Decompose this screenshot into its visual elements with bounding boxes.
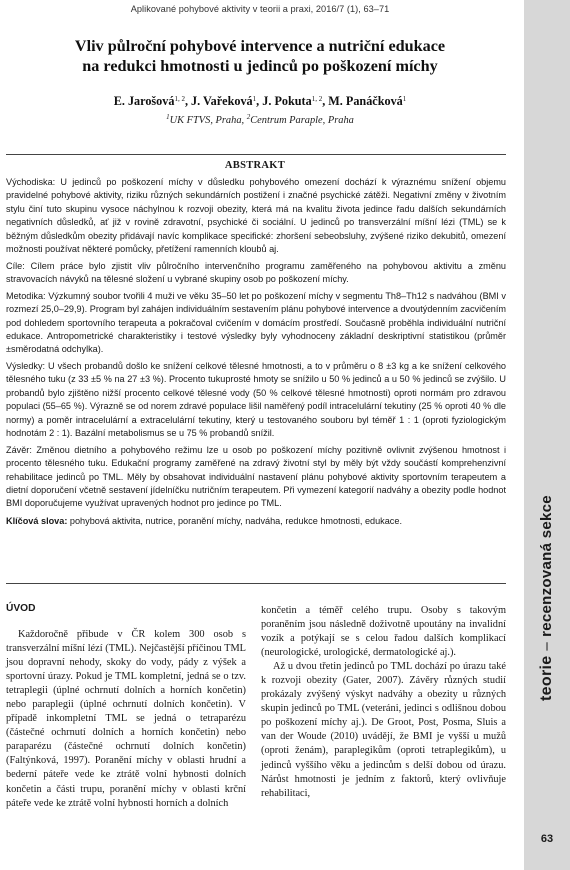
page-number: 63 <box>540 833 554 845</box>
abstract-body <box>6 176 506 531</box>
body-column-right <box>261 604 506 801</box>
section-sidebar <box>524 0 570 870</box>
author-affil-sup: 1, 2 <box>174 95 185 103</box>
affiliation-1: UK FTVS, Praha, <box>169 115 247 126</box>
abstract-vychodiska: Východiska: U jedinců po poškození míchy v důsledku pohybového omezení dochází k výraznému snížení objemu pravidelné pohybové aktivity, riziku různých sekundárních postižení i značné psychické zátěži. Negativní změny v životním stylu činí tuto skupinu vysoce náchylnou k rozvoji obezity, která má na kvalitu života jedince řadu dalších sekundárních negativních důsledků, ať již v rovině zdravotní, psychické či sociální. U jedinců po transverzální míšní lézi (TML) se k běžným důsledkům obezity přidávají navíc komplikace specifické: zhoršení sebeobsluhy, zvýšené riziko dekubitů, omezení možnosti používat některé pomůcky, přetížení ramenních kloubů aj. <box>6 177 506 255</box>
section-label-dash: – <box>538 641 555 651</box>
journal-header: Aplikované pohybové aktivity v teorii a praxi, 2016/7 (1), 63–71 <box>130 4 390 14</box>
author-name: M. Panáčková <box>328 94 403 108</box>
article-title <box>10 36 510 76</box>
author-affil-sup: 1 <box>252 95 257 103</box>
title-line-1: Vliv půlroční pohybové intervence a nutriční edukace <box>74 37 446 55</box>
section-label <box>538 495 556 701</box>
abstract-vysledky: Výsledky: U všech probandů došlo ke snížení celkové tělesné hmotnosti, a to v průměru o 8 ±3 kg a ke snížení celkového tělesného tuku (z 33 ±5 % na 27 ±3 %). Procento tukuprosté hmoty se snížilo u 50 % jedinců a u 50 % jedinců se zvýšilo. U probandů bylo zjištěno nižší procento celkové tělesné vody (50 % celkové tělesné hmotnosti) oproti normám pro zdravou populaci (55–65 %). Výrazně se od norem zdravé populace lišil naměřený podíl intracelulární tekutiny (25 % oproti 40 % dle normy) a poměr intracelulární a extracelulární tekutiny, který u testovaného souboru byl téměř 1 : 1 (oproti fyziologickým hodnotám 2 : 1). Bazální metabolismus se u 75 % probandů snížil. <box>6 360 506 439</box>
author-list: E. Jarošová$^{1, 2}$, J. Vařeková$^1$, J. Pokuta$^{1, 2}$, M. Panáčková$^1$ <box>113 94 407 108</box>
author-affil-sup: 1, 2 <box>311 95 323 103</box>
title-line-2: na redukci hmotnosti u jedinců po poškození míchy <box>82 57 438 75</box>
affil-sup: 2 <box>246 113 251 121</box>
author-name: J. Pokuta <box>262 94 312 108</box>
keywords <box>6 515 506 528</box>
affiliation-2: Centrum Paraple, Praha <box>250 115 354 126</box>
keywords-text: pohybová aktivita, nutrice, poranění míchy, nadváha, redukce hmotnosti, edukace. <box>67 515 402 526</box>
divider-top <box>6 154 506 155</box>
section-label-part2: recenzovaná sekce <box>538 495 555 637</box>
paragraph: Každoročně přibude v ČR kolem 300 osob s transverzální míšní lézí (TML). Nejčastější příčinou TML jsou dopravní nehody, skoky do vody, pády z výšek a sportovní úrazy. Pokud je TML kompletní, jedná se o tzv. tetraplegii (úplné ochrnutí dolních a horních končetin) nebo paraplegii (úplné ochrnutí dolních končetin). V případě inkompletní TML se jedná o tetraparézu (částečné ochrnutí dolních a horních končetin) nebo paraparézu (částečné ochrnutí dolních končetin) (Faltýnková, 1997). Poranění míchy v oblasti hrudní a bederní páteře vede ke ztrátě volní hybnosti dolních končetin a části trupu, poranění míchy v oblasti krční páteře vede ke ztrátě volní hybnosti horních a dolních <box>6 629 246 809</box>
paragraph: končetin a téměř celého trupu. Osoby s takovým poraněním jsou následně doživotně upoutány na invalidní vozík a potýkají se s celou řadou dalších komplikací (neurologické, urologické, dermatologické aj.). <box>261 605 506 659</box>
affiliations <box>10 113 510 126</box>
divider-bottom <box>6 583 506 584</box>
section-heading: ÚVOD <box>6 603 36 614</box>
abstract-zaver: Závěr: Změnou dietního a pohybového režimu lze u osob po poškození míchy pozitivně ovlivnit zvýšenou hmotnost i procento tělesného tuku. Edukační programy zaměřené na zdravý životní styl by měly být vždy součástí komprehenzivní rehabilitace jedinců po TML. Měly by obsahovat individuální nastavení plánu pohybové aktivity sportovním terapeutem a dietní doporučení včetně sestavení jídelníčku nutričním terapeutem. Při vymezení kategorií nadváhy a obezity podle hodnot BMI doporučujeme využívat upravených hodnot pro jedince po TML. <box>6 444 506 509</box>
keywords-label: Klíčová slova: <box>6 515 68 526</box>
section-label-part1: teorie <box>538 655 555 701</box>
abstract-heading: ABSTRAKT <box>224 160 286 171</box>
body-column-left <box>6 628 246 811</box>
paragraph: Až u dvou třetin jedinců po TML dochází po úrazu také k rozvoji obezity (Gater, 2007). Závěry různých studií prokázaly zvýšený výskyt nadváhy a obezity u různých skupin jedinců po TML (veteráni, jedinci s odlišnou dobou po poškození míchy aj.). De Groot, Post, Posma, Sluis a van der Woude (2010) uvádějí, že BMI je vyšší u mužů (oproti ženám), paraplegikům (oproti tetraplegikům), u jedinců vyššího věku a jedincům s delší dobou od úrazu. Nárůst hmotnosti je jedním z faktorů, který ovlivňuje rehabilitaci, <box>261 661 506 799</box>
abstract-metodika: Metodika: Výzkumný soubor tvořili 4 muži ve věku 35–50 let po poškození míchy v segmentu Th8–Th12 s nadváhou (BMI v rozmezí 25,0–29,9). Program byl zahájen individuálním sestavením plánu pohybové intervence a dvoutýdenním zacvičením pod dohledem sportovního terapeuta a pokračoval cvičením v domácím prostředí. Současně proběhla individuální nutriční edukace. Antropometrické charakteristiky i testové výsledky byly vyhodnoceny základní deskriptivní statistikou (průměr ±směrodatná odchylka). <box>6 290 506 355</box>
author-name: E. Jarošová <box>113 94 175 108</box>
author-affil-sup: 1 <box>402 95 407 103</box>
author-name: J. Vařeková <box>191 94 253 108</box>
abstract-cil: Cíle: Cílem práce bylo zjistit vliv půlročního intervenčního programu zaměřeného na pohybovou aktivitu a změnu stravovacích návyků na tělesné složení u vybrané skupiny osob po poškození míchy. <box>6 260 506 285</box>
affil-sup: 1 <box>166 113 170 121</box>
sidebar-band <box>524 0 570 870</box>
